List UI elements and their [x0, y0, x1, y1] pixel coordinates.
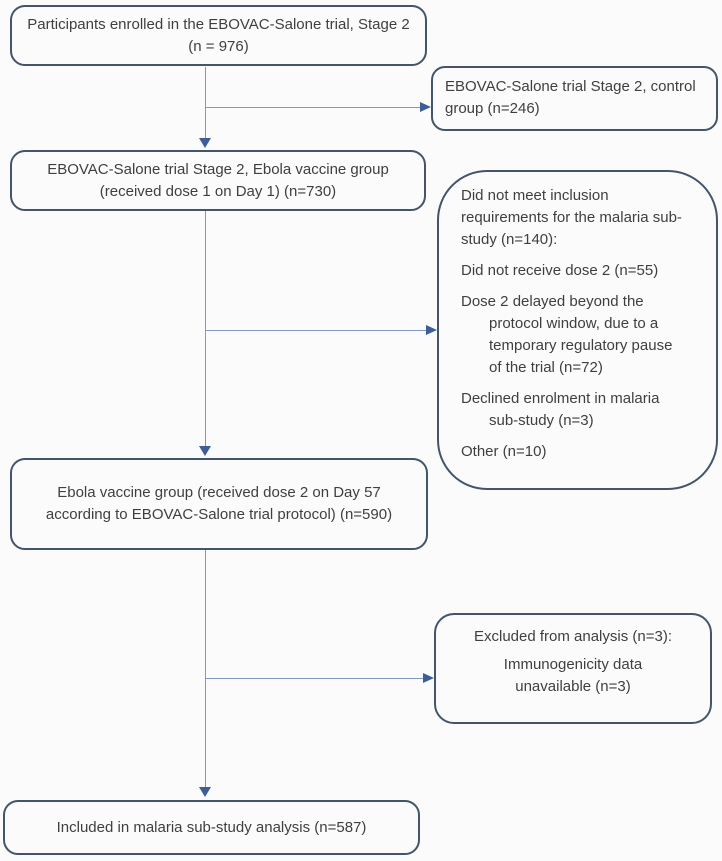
- not-eligible-p3-line-4: of the trial (n=72): [489, 359, 603, 376]
- node-control-line-2: group (n=246): [445, 100, 540, 117]
- connector-dose2-to-excluded: [205, 678, 423, 679]
- node-enrolled-line-2: (n = 976): [188, 37, 249, 55]
- excluded-heading: Excluded from analysis (n=3):: [473, 628, 672, 645]
- arrowhead-right-icon: [423, 673, 434, 683]
- node-dose1-group: [10, 150, 426, 211]
- node-included-line-1: Included in malaria sub-study analysis (n=587): [56, 818, 367, 836]
- connector-dose1-to-not-eligible: [205, 330, 426, 331]
- node-included-analysis: [3, 800, 420, 855]
- arrowhead-right-icon: [426, 325, 437, 335]
- node-excluded-analysis: [434, 613, 712, 724]
- arrowhead-down-icon: [199, 446, 211, 456]
- node-control-line-1: EBOVAC-Salone trial Stage 2, control: [445, 78, 696, 95]
- excluded-line-1: Immunogenicity data: [503, 656, 643, 673]
- node-dose2-group: [10, 458, 428, 550]
- node-dose2-line-1: Ebola vaccine group (received dose 2 on Day 57: [57, 484, 381, 501]
- connector-dose1-to-dose2: [205, 211, 206, 446]
- node-dose2-line-2: according to EBOVAC-Salone trial protocol) (n=590): [45, 506, 393, 523]
- node-not-eligible: [437, 170, 718, 490]
- not-eligible-p3-line-2: protocol window, due to a: [489, 315, 659, 332]
- connector-enrolled-to-control: [205, 107, 420, 108]
- not-eligible-p2-line-1: Did not receive dose 2 (n=55): [461, 262, 659, 279]
- not-eligible-p4-line-1: Declined enrolment in malaria: [461, 390, 660, 407]
- arrowhead-down-icon: [199, 787, 211, 797]
- node-dose1-line-1: EBOVAC-Salone trial Stage 2, Ebola vaccine group: [47, 160, 389, 178]
- connector-dose2-to-included: [205, 550, 206, 787]
- not-eligible-paragraph-4: [461, 388, 708, 432]
- not-eligible-paragraph-2: [461, 260, 708, 282]
- arrowhead-right-icon: [420, 102, 431, 112]
- not-eligible-p3-line-1: Dose 2 delayed beyond the: [461, 293, 644, 310]
- not-eligible-paragraph-1: [461, 185, 708, 251]
- excluded-line-2: unavailable (n=3): [515, 678, 631, 695]
- not-eligible-p1-line-3: study (n=140):: [461, 231, 558, 248]
- not-eligible-p1-line-1: Did not meet inclusion: [461, 187, 609, 204]
- not-eligible-paragraph-3: [461, 291, 708, 379]
- node-enrolled: [10, 5, 427, 66]
- not-eligible-p5-line-1: Other (n=10): [461, 443, 547, 460]
- node-enrolled-line-1: Participants enrolled in the EBOVAC-Salone trial, Stage 2: [27, 15, 410, 33]
- not-eligible-p4-line-2: sub-study (n=3): [489, 412, 594, 429]
- not-eligible-paragraph-5: [461, 441, 708, 463]
- arrowhead-down-icon: [199, 138, 211, 148]
- not-eligible-p1-line-2: requirements for the malaria sub-: [461, 209, 682, 226]
- not-eligible-p3-line-3: temporary regulatory pause: [489, 337, 673, 354]
- node-dose1-line-2: (received dose 1 on Day 1) (n=730): [99, 182, 337, 200]
- node-control-group: [431, 66, 718, 131]
- connector-enrolled-to-dose1: [205, 67, 206, 138]
